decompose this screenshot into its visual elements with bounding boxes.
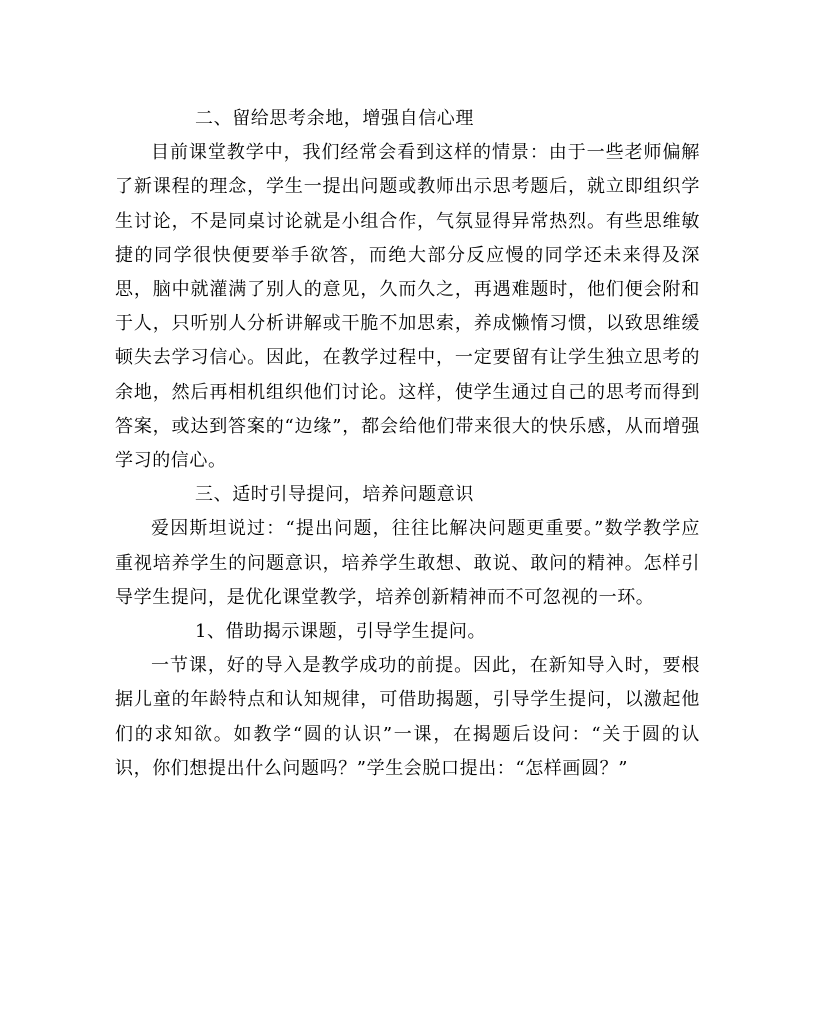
paragraph-question-awareness: 爱因斯坦说过：“提出问题，往往比解决问题更重要。”数学教学应重视培养学生的问题意识，培养学生敢想、敢说、敢问的精神。怎样引导学生提问，是优化课堂教学，培养创新精神而不可忽视的一环。 xyxy=(115,518,700,608)
section-heading-3: 三、适时引导提问，培养问题意识 xyxy=(195,484,474,506)
paragraph-lesson-intro: 一节课，好的导入是教学成功的前提。因此，在新知导入时，要根据儿童的年龄特点和认知规律，可借助揭题，引导学生提问，以激起他们的求知欲。如教学“圆的认识”一课，在揭题后设问：“关于圆的认识，你们想提出什么问题吗？”学生会脱口提出：“怎样画圆？” xyxy=(115,655,701,779)
section-heading-2: 二、留给思考余地，增强自信心理 xyxy=(195,108,474,129)
paragraph-thinking-room: 目前课堂教学中，我们经常会看到这样的情景：由于一些老师偏解了新课程的理念，学生一提出问题或教师出示思考题后，就立即组织学生讨论，不是同桌讨论就是小组合作，气氛显得异常热烈。有些思维敏捷的同学很快便要举手欲答，而绝大部分反应慢的同学还未来得及深思，脑中就灌满了别人的意见，久而久之，再遇难题时，他们便会附和于人，只听别人分析讲解或干脆不加思索，养成懒惰习惯，以致思维缓顿失去学习信心。因此，在教学过程中，一定要留有让学生独立思考的余地，然后再相机组织他们讨论。这样，使学生通过自己的思考而得到答案，或达到答案的“边缘”，都会给他们带来很大的快乐感，从而增强学习的信心。 xyxy=(115,142,700,472)
subsection-heading-1: 1、借助揭示课题，引导学生提问。 xyxy=(195,621,487,643)
document-body xyxy=(115,102,700,786)
